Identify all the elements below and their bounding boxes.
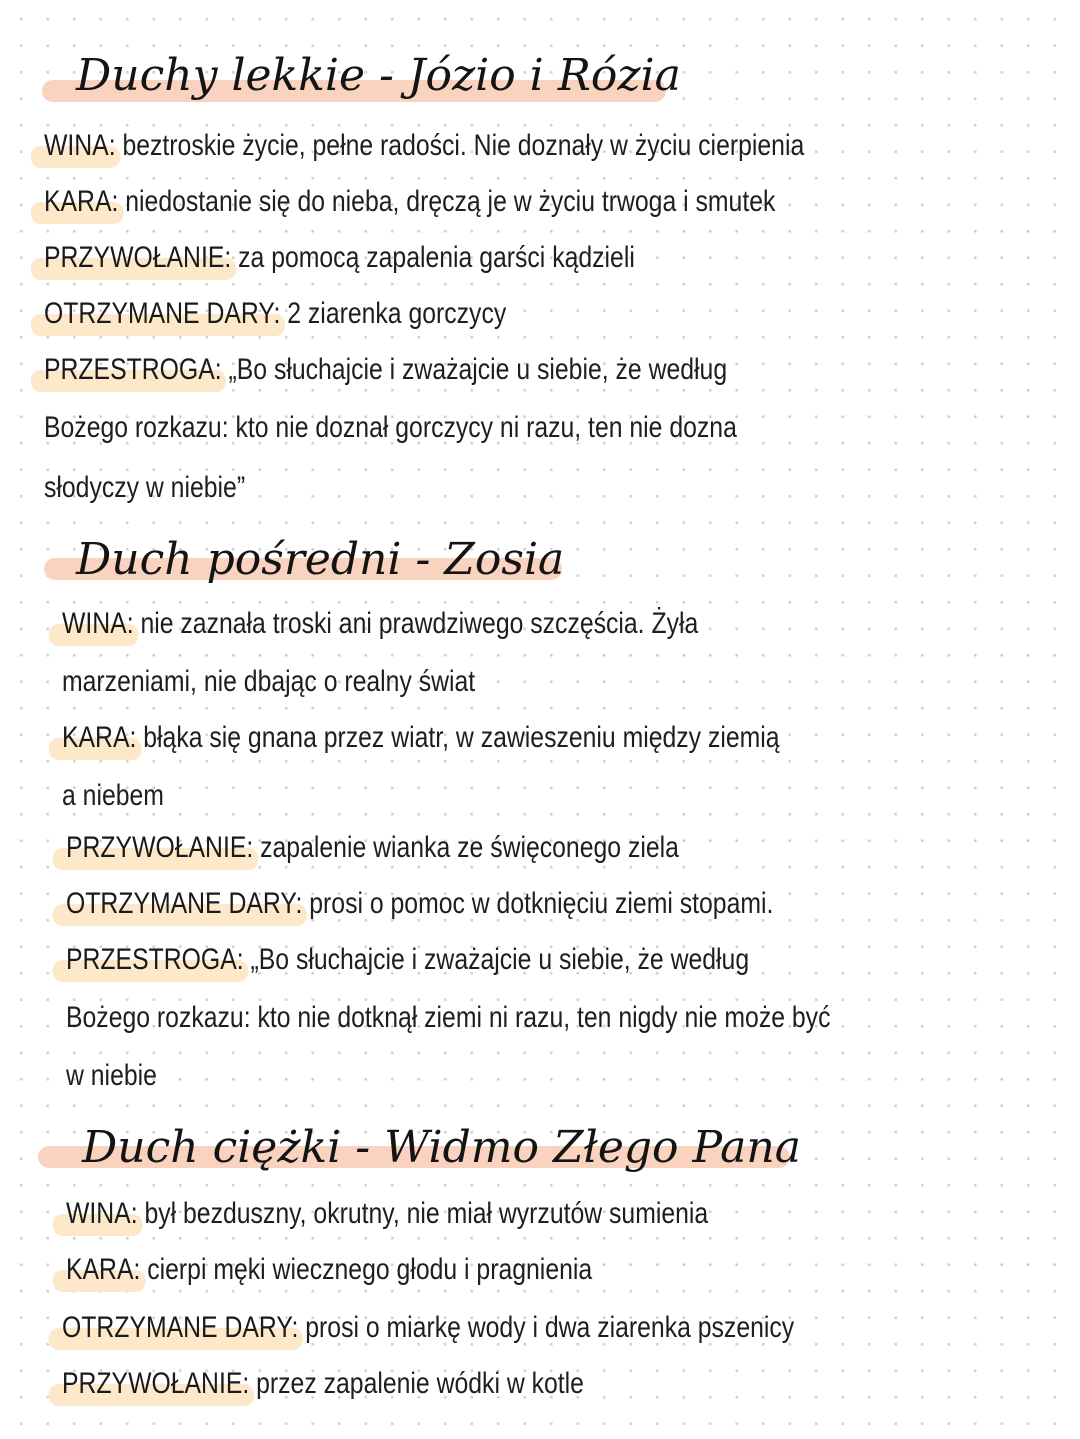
section-3-line-1-text: był bezduszny, okrutny, nie miał wyrzutów sumienia: [137, 1197, 709, 1230]
section-2-line-4: [62, 776, 164, 816]
section-1-line-3-label: PRZYWOŁANIE:: [44, 241, 232, 274]
section-1-line-2: [44, 182, 775, 222]
section-2-line-4-text: a niebem: [62, 779, 164, 812]
section-2-line-1: [62, 604, 698, 644]
section-2-line-8: [66, 998, 830, 1038]
section-3-line-4-text: przez zapalenie wódki w kotle: [249, 1367, 584, 1400]
section-2-line-3-text: błąka się gnana przez wiatr, w zawieszeniu między ziemią: [136, 721, 780, 754]
section-2-line-5-text: zapalenie wianka ze święconego ziela: [253, 831, 679, 864]
section-3-line-2-text: cierpi męki wiecznego głodu i pragnienia: [140, 1253, 593, 1286]
section-2-line-7-text: „Bo słuchajcie i zważajcie u siebie, że według: [243, 943, 750, 976]
section-1-line-1-label: WINA:: [44, 129, 116, 162]
section-3-title: Duch ciężki - Widmo Złego Pana: [82, 1122, 801, 1173]
section-2-line-3: [62, 718, 780, 758]
section-3-line-2-label: KARA:: [66, 1253, 141, 1286]
section-3-line-3: [62, 1308, 794, 1348]
section-1-line-7: [44, 468, 245, 508]
section-2-line-6: [66, 884, 773, 924]
section-1-line-4: [44, 294, 506, 334]
section-2-line-5-label: PRZYWOŁANIE:: [66, 831, 254, 864]
section-2-line-5: [66, 828, 679, 868]
section-1-line-5-label: PRZESTROGA:: [44, 353, 222, 386]
section-1-line-4-text: 2 ziarenka gorczycy: [280, 297, 507, 330]
section-2-line-9: [66, 1056, 157, 1096]
section-2-title: Duch pośredni - Zosia: [76, 534, 565, 585]
section-3-line-4-label: PRZYWOŁANIE:: [62, 1367, 250, 1400]
section-2-line-7: [66, 940, 749, 980]
section-2-line-6-label: OTRZYMANE DARY:: [66, 887, 303, 920]
section-2-line-1-text: nie zaznała troski ani prawdziwego szczęścia. Żyła: [133, 607, 699, 640]
section-2-line-8-text: Bożego rozkazu: kto nie dotknął ziemi ni razu, ten nigdy nie może być: [66, 1001, 831, 1034]
section-1-line-4-label: OTRZYMANE DARY:: [44, 297, 281, 330]
section-1-line-6-text: Bożego rozkazu: kto nie doznał gorczycy ni razu, ten nie dozna: [44, 411, 737, 444]
section-1-line-3-text: za pomocą zapalenia garści kądzieli: [231, 241, 635, 274]
section-2-line-1-label: WINA:: [62, 607, 134, 640]
section-1-line-2-text: niedostanie się do nieba, dręczą je w życiu trwoga i smutek: [118, 185, 776, 218]
section-1-line-5-text: „Bo słuchajcie i zważajcie u siebie, że według: [221, 353, 728, 386]
section-1-line-1-text: beztroskie życie, pełne radości. Nie doznały w życiu cierpienia: [115, 129, 805, 162]
section-3-line-1: [66, 1194, 708, 1234]
section-2-line-3-label: KARA:: [62, 721, 137, 754]
section-1-line-5: [44, 350, 727, 390]
section-1-line-1: [44, 126, 804, 166]
section-2-line-2: [62, 662, 475, 702]
section-3-line-3-text: prosi o miarkę wody i dwa ziarenka pszenicy: [298, 1311, 795, 1344]
section-3-line-1-label: WINA:: [66, 1197, 138, 1230]
section-2-line-7-label: PRZESTROGA:: [66, 943, 244, 976]
section-2-line-9-text: w niebie: [66, 1059, 157, 1092]
section-1-line-7-text: słodyczy w niebie”: [44, 471, 246, 504]
section-3-line-4: [62, 1364, 584, 1404]
section-2-line-2-text: marzeniami, nie dbając o realny świat: [62, 665, 476, 698]
section-1-line-2-label: KARA:: [44, 185, 119, 218]
section-1-line-3: [44, 238, 635, 278]
section-2-line-6-text: prosi o pomoc w dotknięciu ziemi stopami.: [302, 887, 774, 920]
section-1-line-6: [44, 408, 737, 448]
section-3-line-2: [66, 1250, 592, 1290]
section-1-title: Duchy lekkie - Józio i Rózia: [76, 50, 681, 101]
section-3-line-3-label: OTRZYMANE DARY:: [62, 1311, 299, 1344]
